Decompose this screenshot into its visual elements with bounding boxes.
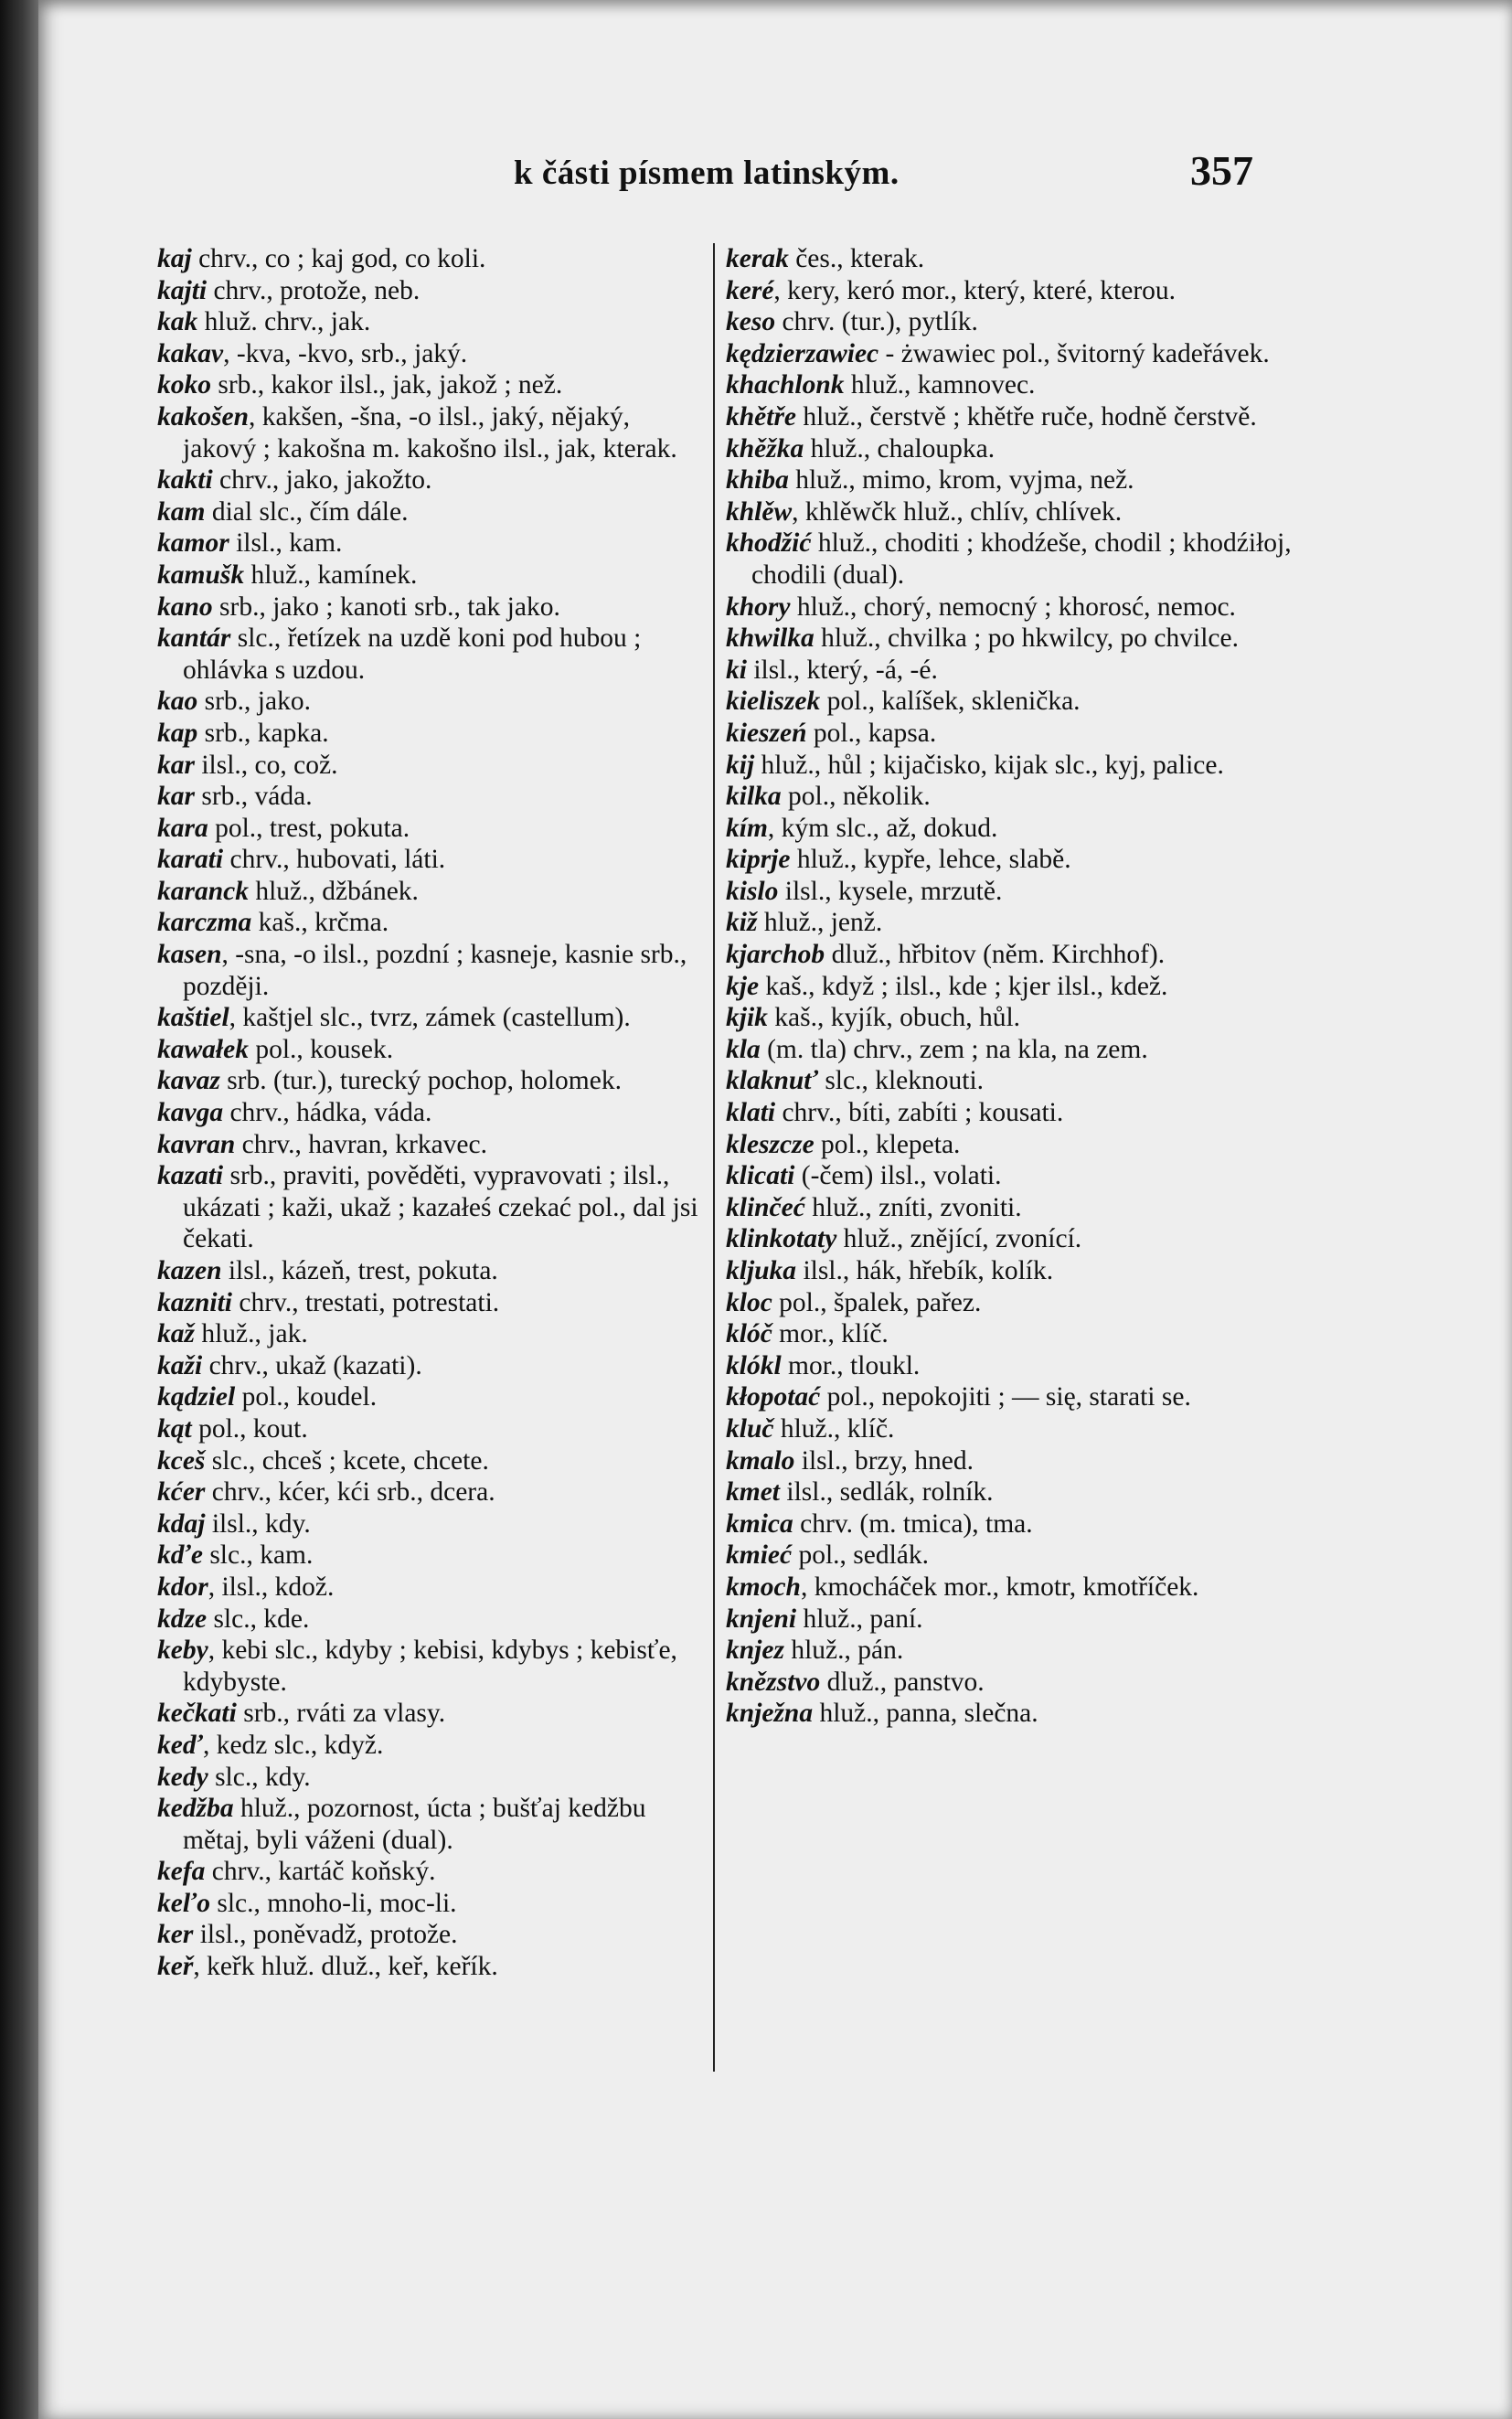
entry-headword: kloc [726, 1287, 772, 1317]
entry-definition: pol., trest, pokuta. [208, 813, 410, 843]
entry-definition: kaš., kyjík, obuch, hůl. [767, 1003, 1021, 1033]
entry-headword: karanck [157, 876, 249, 906]
dictionary-entry [157, 559, 702, 591]
entry-headword: keby [157, 1636, 208, 1666]
entry-headword: khiba [726, 465, 789, 496]
entry-definition: slc., chceš ; kcete, chcete. [205, 1445, 489, 1476]
entry-definition: , -sna, -o ilsl., pozdní ; kasneje, kasnie srb., později. [183, 940, 694, 1001]
entry-headword: kłopotać [726, 1382, 821, 1412]
entry-headword: khodžić [726, 528, 812, 559]
entry-headword: kamor [157, 528, 229, 559]
entry-definition: slc., mnoho-li, moc-li. [209, 1888, 457, 1918]
entry-definition: , kebi slc., kdyby ; kebisi, kdybys ; kebisťe, kdybyste. [183, 1636, 685, 1697]
dictionary-entry [726, 655, 1293, 687]
dictionary-entry [157, 1413, 702, 1445]
entry-definition: chrv., kćer, kći srb., dcera. [205, 1477, 495, 1508]
dictionary-entry [726, 971, 1293, 1003]
dictionary-entry [157, 1381, 702, 1413]
entry-definition: ilsl., kázeň, trest, pokuta. [221, 1256, 498, 1285]
entry-headword: kaži [157, 1350, 203, 1380]
dictionary-entry [726, 369, 1293, 401]
dictionary-entry [157, 781, 702, 813]
entry-definition: pol., kapsa. [806, 718, 937, 748]
entry-definition: ilsl., který, -á, -é. [746, 655, 938, 685]
dictionary-entry [726, 1350, 1293, 1382]
dictionary-entry [157, 1919, 702, 1951]
dictionary-entry [726, 1381, 1293, 1413]
dictionary-entry [726, 1572, 1293, 1604]
dictionary-entry [157, 591, 702, 623]
entry-headword: kedžba [157, 1794, 234, 1824]
entry-definition: , khlěwčk hluž., chlív, chlívek. [792, 496, 1123, 527]
entry-definition: hluž., jenž. [757, 908, 883, 938]
entry-headword: kďe [157, 1540, 203, 1571]
entry-definition: hluž., klíč. [773, 1413, 895, 1444]
dictionary-entry [726, 1160, 1293, 1192]
entry-definition: chrv., protože, neb. [207, 275, 421, 305]
dictionary-entry [157, 1572, 702, 1604]
entry-headword: koko [157, 370, 211, 400]
dictionary-entry [157, 1951, 702, 1983]
entry-headword: karati [157, 845, 224, 875]
dictionary-entry [726, 1635, 1293, 1667]
dictionary-entry [157, 401, 702, 464]
entry-headword: kano [157, 591, 213, 622]
entry-headword: kieszeń [726, 718, 807, 748]
entry-definition: pol., kousek. [248, 1034, 394, 1064]
dictionary-entry [726, 1698, 1293, 1730]
dictionary-entry [726, 939, 1293, 971]
dictionary-entry [726, 401, 1293, 433]
entry-definition: , kmocháček mor., kmotr, kmotříček. [800, 1572, 1199, 1602]
entry-definition: hluž., chaloupka. [804, 433, 996, 464]
dictionary-entry [726, 1318, 1293, 1350]
entry-definition: pol., klepeta. [814, 1129, 961, 1159]
entry-headword: kdor [157, 1572, 208, 1602]
entry-definition: slc., kdy. [208, 1762, 311, 1792]
entry-definition: slc., řetízek na uzdě koni pod hubou ; ohlávka s uzdou. [183, 623, 648, 685]
dictionary-entry [726, 496, 1293, 528]
entry-headword: kerak [726, 244, 789, 273]
dictionary-entry [157, 275, 702, 307]
entry-definition: , kým slc., až, dokud. [767, 813, 998, 843]
entry-definition: hluž., kamnovec. [844, 370, 1036, 400]
dictionary-entry [157, 844, 702, 876]
dictionary-entry [726, 876, 1293, 908]
entry-headword: kmalo [726, 1445, 795, 1476]
dictionary-entry [157, 1698, 702, 1730]
dictionary-entry [726, 813, 1293, 845]
entry-definition: kaš., když ; ilsl., kde ; kjer ilsl., kdež. [759, 971, 1168, 1001]
entry-headword: khachlonk [726, 370, 845, 400]
dictionary-entry [726, 1413, 1293, 1445]
dictionary-entry [157, 1508, 702, 1540]
dictionary-entry [157, 1762, 702, 1794]
dictionary-entry [157, 1445, 702, 1477]
dictionary-entry [157, 686, 702, 718]
dictionary-entry [157, 1856, 702, 1888]
dictionary-entry [726, 306, 1293, 338]
entry-headword: keso [726, 307, 776, 337]
dictionary-entry [726, 718, 1293, 750]
entry-definition: srb., praviti, pověděti, vypravovati ; ilsl., ukázati ; kaži, ukaž ; kazałeś czekać pol., dal jsi čekati. [183, 1161, 705, 1254]
entry-definition: pol., špalek, pařez. [772, 1287, 982, 1317]
dictionary-entry [157, 1350, 702, 1382]
dictionary-entry [726, 1034, 1293, 1066]
entry-headword: kilka [726, 782, 782, 812]
dictionary-entry [726, 1667, 1293, 1699]
dictionary-entry [157, 464, 702, 496]
entry-definition: pol., několik. [781, 782, 931, 812]
dictionary-entry [157, 1065, 702, 1097]
entry-headword: knězstvo [726, 1667, 821, 1697]
entry-definition: hluž., chvilka ; po hkwilcy, po chvilce. [814, 623, 1239, 654]
entry-definition: chrv., trestati, potrestati. [231, 1287, 500, 1317]
entry-definition: slc., kam. [202, 1540, 314, 1571]
dictionary-entry [157, 496, 702, 528]
entry-headword: knjez [726, 1636, 784, 1666]
entry-headword: kar [157, 782, 195, 812]
entry-headword: kamušk [157, 559, 245, 590]
entry-definition: pol., kout. [191, 1413, 308, 1444]
entry-headword: kje [726, 971, 760, 1001]
entry-definition: hluž., choditi ; khodźeše, chodil ; khodźiłoj, chodili (dual). [751, 528, 1298, 590]
dictionary-entry [157, 1476, 702, 1508]
dictionary-entry [726, 686, 1293, 718]
entry-headword: keré [726, 275, 774, 305]
entry-definition: hluž., jak. [194, 1319, 308, 1349]
dictionary-entry [726, 844, 1293, 876]
entry-headword: klinčeć [726, 1192, 805, 1222]
scan-binding-edge [0, 0, 38, 2419]
entry-definition: chrv. (m. tmica), tma. [793, 1508, 1033, 1539]
entry-definition: ilsl., poněvadž, protože. [193, 1920, 458, 1950]
entry-headword: kljuka [726, 1256, 797, 1285]
entry-headword: khwilka [726, 623, 815, 654]
entry-definition: chrv., havran, krkavec. [235, 1129, 487, 1159]
dictionary-entry [726, 1129, 1293, 1161]
entry-headword: kakav [157, 338, 224, 368]
entry-definition: hluž., čerstvě ; khětře ruče, hodně čerstvě. [796, 401, 1257, 432]
entry-definition: , kery, keró mor., který, které, kterou. [773, 275, 1177, 305]
entry-headword: kjik [726, 1003, 768, 1033]
entry-headword: kara [157, 813, 208, 843]
entry-headword: kdaj [157, 1508, 206, 1539]
dictionary-entry [157, 243, 702, 275]
entry-definition: hluž., mimo, krom, vyjma, než. [788, 465, 1134, 496]
dictionary-entry [157, 1793, 702, 1856]
entry-headword: kla [726, 1034, 761, 1064]
dictionary-entry [157, 527, 702, 559]
entry-definition: srb., jako. [197, 687, 311, 717]
dictionary-entry [726, 1065, 1293, 1097]
entry-headword: kmica [726, 1508, 793, 1539]
dictionary-entry [726, 750, 1293, 782]
entry-headword: klinkotaty [726, 1224, 837, 1254]
entry-definition: ilsl., sedlák, rolník. [780, 1477, 994, 1508]
entry-definition: , -kva, -kvo, srb., jaký. [223, 338, 468, 368]
entry-definition: (-čem) ilsl., volati. [794, 1161, 1002, 1191]
dictionary-entry [157, 369, 702, 401]
entry-headword: kieliszek [726, 687, 821, 717]
dictionary-entry [726, 527, 1298, 591]
entry-headword: kaštiel [157, 1003, 229, 1033]
entry-headword: kao [157, 687, 198, 717]
entry-headword: kantár [157, 623, 231, 654]
entry-headword: kefa [157, 1857, 206, 1887]
entry-headword: kím [726, 813, 768, 843]
entry-definition: hluž. chrv., jak. [197, 307, 371, 337]
dictionary-entry [157, 1604, 702, 1636]
entry-headword: kmieć [726, 1540, 793, 1571]
entry-headword: kasen [157, 940, 222, 970]
entry-headword: kečkati [157, 1699, 237, 1729]
dictionary-entry [726, 338, 1293, 370]
entry-headword: kazati [157, 1161, 224, 1191]
dictionary-entry [157, 718, 702, 750]
entry-headword: klicati [726, 1161, 795, 1191]
entry-definition: hluž., džbánek. [248, 876, 419, 906]
entry-definition: hluž., kypře, lehce, slabě. [790, 845, 1071, 875]
dictionary-entry [157, 1097, 702, 1129]
entry-headword: keľo [157, 1888, 210, 1918]
entry-headword: kceš [157, 1445, 206, 1476]
entry-headword: kaj [157, 244, 192, 273]
entry-headword: kawałek [157, 1034, 249, 1064]
entry-headword: kąt [157, 1413, 192, 1444]
dictionary-entry [726, 907, 1293, 939]
entry-definition: dial slc., čím dále. [205, 496, 409, 527]
entry-definition: , ilsl., kdož. [208, 1572, 335, 1602]
entry-headword: kiprje [726, 845, 791, 875]
entry-definition: chrv. (tur.), pytlík. [775, 307, 978, 337]
entry-headword: kędzierzawiec [726, 338, 879, 368]
entry-definition: srb., jako ; kanoti srb., tak jako. [212, 591, 560, 622]
dictionary-entry [726, 243, 1293, 275]
entry-definition: srb., kakor ilsl., jak, jakož ; než. [211, 370, 563, 400]
entry-headword: kaž [157, 1319, 195, 1349]
page-title: k části písmem latinským. [514, 155, 900, 192]
entry-definition: srb. (tur.), turecký pochop, holomek. [219, 1066, 622, 1096]
entry-definition: ilsl., kdy. [205, 1508, 311, 1539]
entry-definition: kaš., krčma. [251, 908, 389, 938]
dictionary-entry [726, 623, 1293, 655]
entry-headword: kislo [726, 876, 779, 906]
dictionary-entry [157, 1540, 702, 1572]
entry-headword: ker [157, 1920, 194, 1950]
entry-headword: kjarchob [726, 940, 825, 970]
dictionary-page [38, 0, 1512, 2419]
entry-headword: kakti [157, 465, 213, 496]
entry-headword: knjeni [726, 1604, 797, 1634]
dictionary-entry [157, 907, 702, 939]
entry-definition: srb., kapka. [197, 718, 329, 748]
dictionary-entry [157, 1255, 702, 1287]
dictionary-entry [157, 750, 702, 782]
entry-definition: slc., kleknouti. [817, 1066, 985, 1096]
dictionary-entry [157, 1635, 702, 1698]
entry-headword: kmet [726, 1477, 780, 1508]
entry-headword: khory [726, 591, 791, 622]
entry-headword: kap [157, 718, 198, 748]
dictionary-entry [726, 1223, 1293, 1255]
page-number: 357 [1190, 147, 1253, 194]
entry-definition: mor., klíč. [772, 1319, 889, 1349]
entry-headword: karczma [157, 908, 252, 938]
entry-headword: kluč [726, 1413, 774, 1444]
entry-definition: ilsl., hák, hřebík, kolík. [796, 1256, 1054, 1285]
entry-definition: chrv., bíti, zabíti ; kousati. [775, 1098, 1064, 1128]
dictionary-entry [157, 1888, 702, 1920]
entry-definition: chrv., co ; kaj god, co koli. [191, 244, 486, 273]
dictionary-entry [157, 1160, 705, 1255]
entry-headword: klaknuť [726, 1066, 818, 1096]
entry-definition: hluž., zníti, zvoniti. [804, 1192, 1022, 1222]
dictionary-entry [157, 876, 702, 908]
entry-definition: pol., koudel. [235, 1382, 378, 1412]
entry-definition: , kedz slc., když. [202, 1730, 384, 1760]
entry-headword: keř [157, 1952, 194, 1982]
dictionary-entry [726, 1540, 1293, 1572]
entry-definition: slc., kde. [207, 1604, 310, 1634]
entry-headword: kazniti [157, 1287, 232, 1317]
entry-definition: dluž., hřbitov (něm. Kirchhof). [825, 940, 1166, 970]
entry-headword: kakošen [157, 401, 249, 432]
entry-headword: knježna [726, 1699, 814, 1729]
dictionary-entry [157, 1002, 702, 1034]
entry-headword: kdze [157, 1604, 208, 1634]
entry-headword: kam [157, 496, 206, 527]
entry-headword: kazen [157, 1256, 222, 1285]
running-head [38, 147, 1512, 208]
dictionary-entry [726, 1287, 1293, 1319]
entry-definition: - żwawiec pol., švitorný kadeřávek. [878, 338, 1270, 368]
entry-definition: chrv., ukaž (kazati). [202, 1350, 422, 1380]
entry-headword: kavaz [157, 1066, 220, 1096]
entry-headword: klókl [726, 1350, 782, 1380]
entry-headword: keď [157, 1730, 203, 1760]
dictionary-entry [726, 1476, 1293, 1508]
entry-definition: ilsl., kysele, mrzutě. [778, 876, 1003, 906]
entry-headword: khětře [726, 401, 797, 432]
entry-headword: kajti [157, 275, 208, 305]
entry-definition: čes., kterak. [788, 244, 925, 273]
dictionary-entry [726, 1097, 1293, 1129]
entry-headword: kavga [157, 1098, 224, 1128]
entry-headword: kedy [157, 1762, 208, 1792]
dictionary-entry [726, 1604, 1293, 1636]
entry-definition: hluž., panna, slečna. [813, 1699, 1038, 1729]
entry-definition: ilsl., co, což. [194, 750, 338, 780]
dictionary-entry [726, 433, 1293, 465]
dictionary-entry [726, 1445, 1293, 1477]
dictionary-entry [726, 464, 1293, 496]
entry-definition: chrv., kartáč koňský. [205, 1857, 436, 1887]
entry-headword: kavran [157, 1129, 236, 1159]
entry-headword: ki [726, 655, 747, 685]
entry-definition: hluž., znějící, zvonící. [836, 1224, 1082, 1254]
left-column [157, 243, 705, 1983]
entry-headword: kar [157, 750, 195, 780]
entry-definition: hluž., kamínek. [244, 559, 418, 590]
dictionary-entry [726, 1192, 1293, 1224]
entry-definition: hluž., pozornost, úcta ; bušťaj kedžbu mětaj, byli váženi (dual). [183, 1794, 653, 1855]
entry-definition: ilsl., brzy, hned. [794, 1445, 974, 1476]
entry-headword: klóč [726, 1319, 772, 1349]
entry-definition: pol., sedlák. [792, 1540, 930, 1571]
entry-definition: srb., rváti za vlasy. [236, 1699, 446, 1729]
entry-definition: dluž., panstvo. [820, 1667, 985, 1697]
entry-definition: mor., tloukl. [781, 1350, 921, 1380]
entry-definition: srb., váda. [194, 782, 313, 812]
entry-headword: khlěw [726, 496, 793, 527]
entry-definition: pol., nepokojiti ; — się, starati se. [820, 1382, 1191, 1412]
right-column [726, 243, 1298, 1730]
entry-definition: , kaštjel slc., tvrz, zámek (castellum). [229, 1003, 631, 1033]
entry-headword: klati [726, 1098, 776, 1128]
dictionary-entry [157, 623, 702, 686]
entry-headword: kak [157, 307, 198, 337]
entry-definition: hluž., paní. [796, 1604, 923, 1634]
entry-definition: (m. tla) chrv., zem ; na kla, na zem. [760, 1034, 1148, 1064]
dictionary-entry [726, 1002, 1293, 1034]
entry-definition: ilsl., kam. [229, 528, 343, 559]
entry-headword: kij [726, 750, 755, 780]
column-divider [713, 243, 715, 2072]
dictionary-entry [157, 1318, 702, 1350]
entry-definition: hluž., chorý, nemocný ; khorosć, nemoc. [790, 591, 1236, 622]
dictionary-entry [157, 1034, 702, 1066]
entry-definition: , keřk hluž. dluž., keř, keřík. [193, 1952, 498, 1982]
dictionary-entry [157, 306, 702, 338]
dictionary-entry [726, 781, 1293, 813]
dictionary-entry [726, 275, 1293, 307]
dictionary-entry [157, 1287, 702, 1319]
entry-definition: chrv., jako, jakožto. [212, 465, 432, 496]
entry-headword: kmoch [726, 1572, 801, 1602]
entry-definition: hluž., hůl ; kijačisko, kijak slc., kyj, palice. [754, 750, 1224, 780]
dictionary-entry [157, 813, 702, 845]
dictionary-entry [726, 1508, 1293, 1540]
entry-definition: hluž., pán. [783, 1636, 904, 1666]
entry-definition: pol., kalíšek, sklenička. [820, 687, 1081, 717]
dictionary-entry [157, 1730, 702, 1762]
entry-headword: khěžka [726, 433, 804, 464]
dictionary-entry [157, 338, 702, 370]
entry-headword: kiž [726, 908, 758, 938]
entry-headword: kądziel [157, 1382, 236, 1412]
entry-headword: kleszcze [726, 1129, 815, 1159]
entry-definition: , kakšen, -šna, -o ilsl., jaký, nějaký, jakový ; kakošna m. kakošno ilsl., jak, kterak. [183, 401, 677, 464]
dictionary-entry [726, 591, 1293, 623]
dictionary-entry [726, 1255, 1293, 1287]
entry-headword: kćer [157, 1477, 206, 1508]
entry-definition: chrv., hubovati, láti. [223, 845, 446, 875]
dictionary-entry [157, 939, 702, 1002]
entry-definition: chrv., hádka, váda. [223, 1098, 432, 1128]
dictionary-entry [157, 1129, 702, 1161]
